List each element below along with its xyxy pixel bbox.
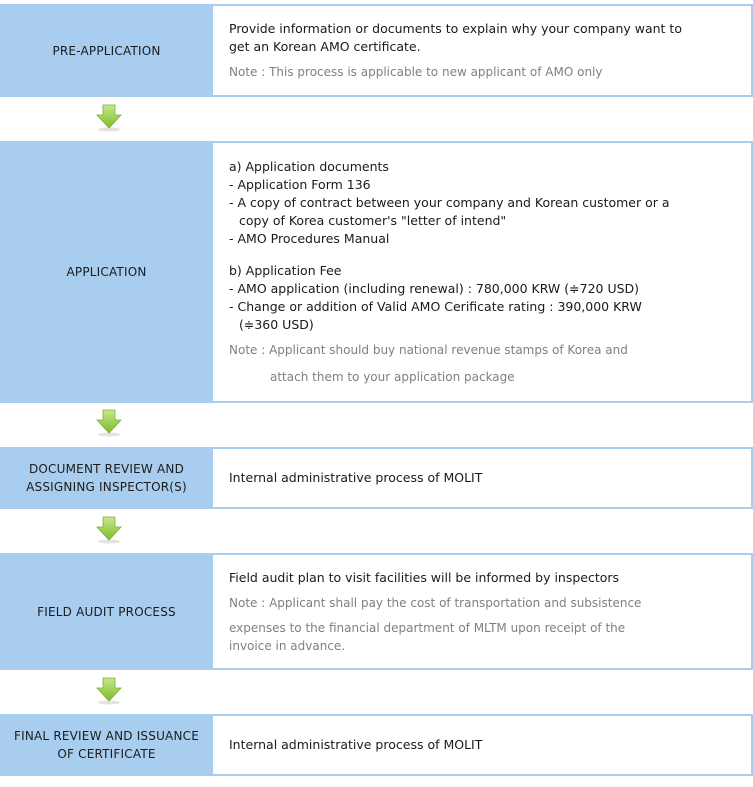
step-label: FIELD AUDIT PROCESS [0, 553, 213, 670]
description-line: Field audit plan to visit facilities will be informed by inspectors [229, 569, 620, 585]
description-line: Provide information or documents to explain why your company want to [229, 21, 682, 36]
list-item: - Change or addition of Valid AMO Cerificate rating : 390,000 KRW [229, 299, 642, 314]
step-body [213, 141, 753, 403]
down-arrow-icon [95, 409, 123, 437]
step-label: APPLICATION [0, 141, 213, 403]
list-item: - AMO Procedures Manual [229, 231, 390, 246]
section-heading: a) Application documents [229, 159, 389, 174]
list-item: copy of Korea customer's "letter of intend" [239, 213, 507, 228]
down-arrow-icon [95, 516, 123, 544]
note: invoice in advance. [229, 638, 346, 653]
note: attach them to your application package [270, 370, 515, 384]
step-pre-application [0, 4, 753, 97]
step-label: PRE-APPLICATION [0, 4, 213, 97]
step-body [213, 447, 753, 509]
step-label: FINAL REVIEW AND ISSUANCE OF CERTIFICATE [0, 714, 213, 776]
step-document-review [0, 447, 753, 509]
description-line: get an Korean AMO certificate. [229, 39, 421, 54]
description-line: Internal administrative process of MOLIT [229, 737, 483, 752]
note: Note : This process is applicable to new applicant of AMO only [229, 65, 603, 79]
list-item: (≑360 USD) [239, 317, 314, 332]
step-body [213, 553, 753, 670]
step-body [213, 714, 753, 776]
description-line: Internal administrative process of MOLIT [229, 470, 483, 485]
step-application [0, 141, 753, 403]
step-field-audit [0, 553, 753, 670]
list-item: - A copy of contract between your company and Korean customer or a [229, 195, 670, 210]
down-arrow-icon [95, 104, 123, 132]
list-item: - AMO application (including renewal) : 780,000 KRW (≑720 USD) [229, 281, 640, 296]
section-heading: b) Application Fee [229, 263, 342, 278]
step-body [213, 4, 753, 97]
note: expenses to the financial department of MLTM upon receipt of the [229, 620, 626, 635]
note: Note : Applicant shall pay the cost of transportation and subsistence [229, 595, 642, 610]
step-label: DOCUMENT REVIEW AND ASSIGNING INSPECTOR(S) [0, 447, 213, 509]
note: Note : Applicant should buy national revenue stamps of Korea and [229, 343, 628, 357]
list-item: - Application Form 136 [229, 177, 371, 192]
step-final-review [0, 714, 753, 776]
down-arrow-icon [95, 677, 123, 705]
